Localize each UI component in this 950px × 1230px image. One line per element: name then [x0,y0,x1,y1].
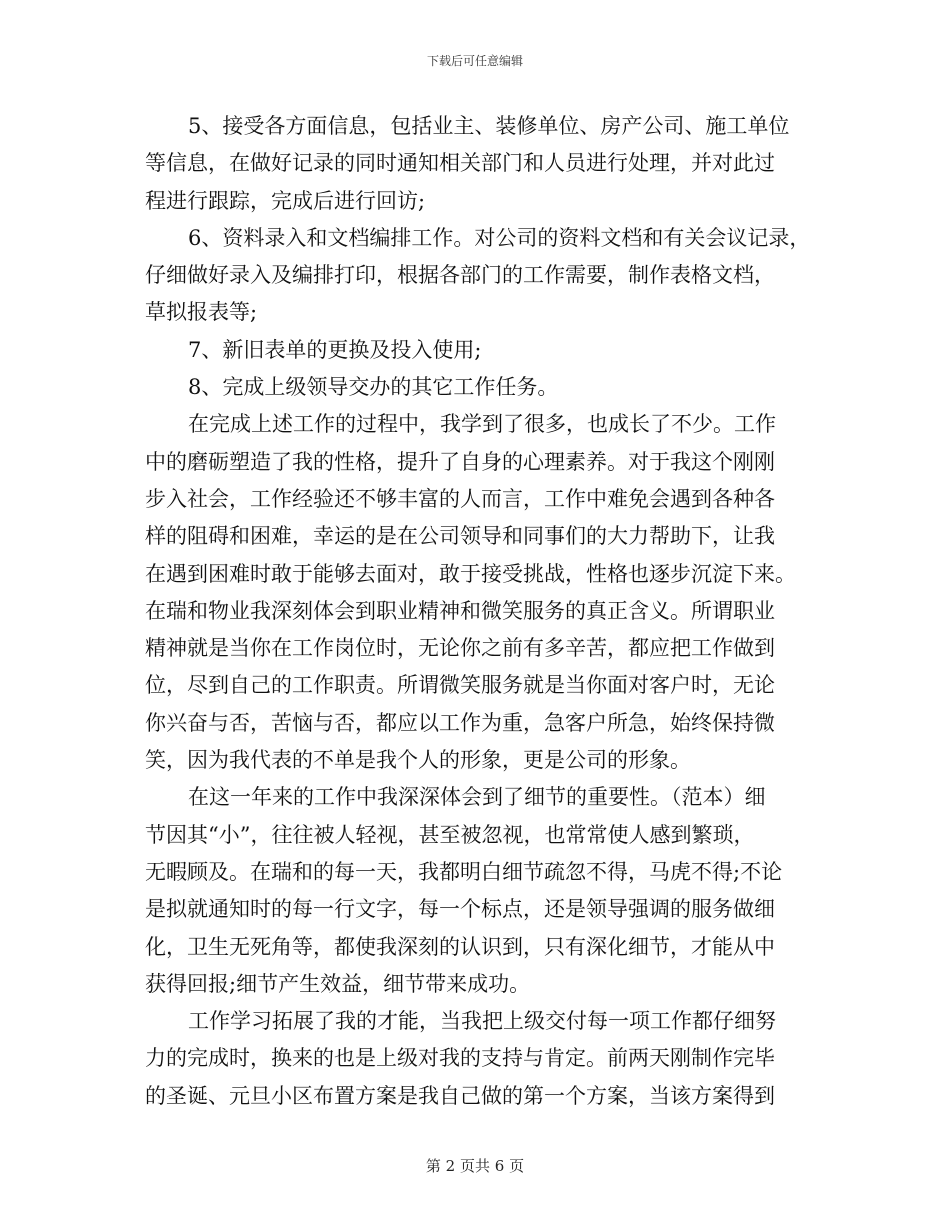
text-line: 仔细做好录入及编排打印，根据各部门的工作需要，制作表格文档， [145,263,775,288]
text-line: 获得回报;细节产生效益，细节带来成功。 [145,971,531,996]
text-line: 精神就是当你在工作岗位时，无论你之前有多辛苦，都应把工作做到 [145,636,775,661]
text-line: 在完成上述工作的过程中，我学到了很多，也成长了不少。工作 [188,412,776,437]
text-line: 步入社会，工作经验还不够丰富的人而言，工作中难免会遇到各种各 [145,486,775,511]
page-footer: 第 2 页共 6 页 [425,1157,525,1175]
text-line: 你兴奋与否，苦恼与否，都应以工作为重，急客户所急，始终保持微 [145,710,775,735]
text-line: 在瑞和物业我深刻体会到职业精神和微笑服务的真正含义。所谓职业 [145,598,775,623]
text-line: 笑，因为我代表的不单是我个人的形象，更是公司的形象。 [145,748,691,773]
text-line: 是拟就通知时的每一行文字，每一个标点，还是领导强调的服务做细 [145,897,775,922]
text-line: 样的阻碍和困难，幸运的是在公司领导和同事们的大力帮助下，让我 [145,524,775,549]
text-line: 5、接受各方面信息，包括业主、装修单位、房产公司、施工单位 [188,114,790,138]
text-line: 位，尽到自己的工作职责。所谓微笑服务就是当你面对客户时，无论 [145,673,775,698]
page-header: 下载后可任意编辑 [426,54,523,68]
text-line: 中的磨砺塑造了我的性格，提升了自身的心理素养。对于我这个刚刚 [145,449,775,474]
text-line: 力的完成时，换来的也是上级对我的支持与肯定。前两天刚制作完毕 [145,1046,775,1071]
text-line: 化，卫生无死角等，都使我深刻的认识到，只有深化细节，才能从中 [145,934,775,959]
text-line: 无暇顾及。在瑞和的每一天，我都明白细节疏忽不得，马虎不得;不论 [145,859,783,884]
text-line: 程进行跟踪，完成后进行回访; [145,188,426,213]
text-line: 草拟报表等; [145,300,258,325]
text-line: 节因其“小”，往往被人轻视，甚至被忽视，也常常使人感到繁琐， [145,822,755,847]
text-line: 在这一年来的工作中我深深体会到了细节的重要性。（范本）细 [188,785,766,810]
text-line: 的圣诞、元旦小区布置方案是我自己做的第一个方案，当该方案得到 [145,1083,775,1108]
text-line: 7、新旧表单的更换及投入使用; [188,337,482,362]
text-line: 工作学习拓展了我的才能，当我把上级交付每一项工作都仔细努 [188,1009,776,1034]
text-line: 8、完成上级领导交办的其它工作任务。 [188,375,559,400]
text-line: 6、资料录入和文档编排工作。对公司的资料文档和有关会议记录， [188,225,811,250]
text-line: 等信息，在做好记录的同时通知相关部门和人员进行处理，并对此过 [145,151,775,176]
text-line: 在遇到困难时敢于能够去面对，敢于接受挑战，性格也逐步沉淀下来。 [145,561,796,586]
document-body [145,108,825,1115]
